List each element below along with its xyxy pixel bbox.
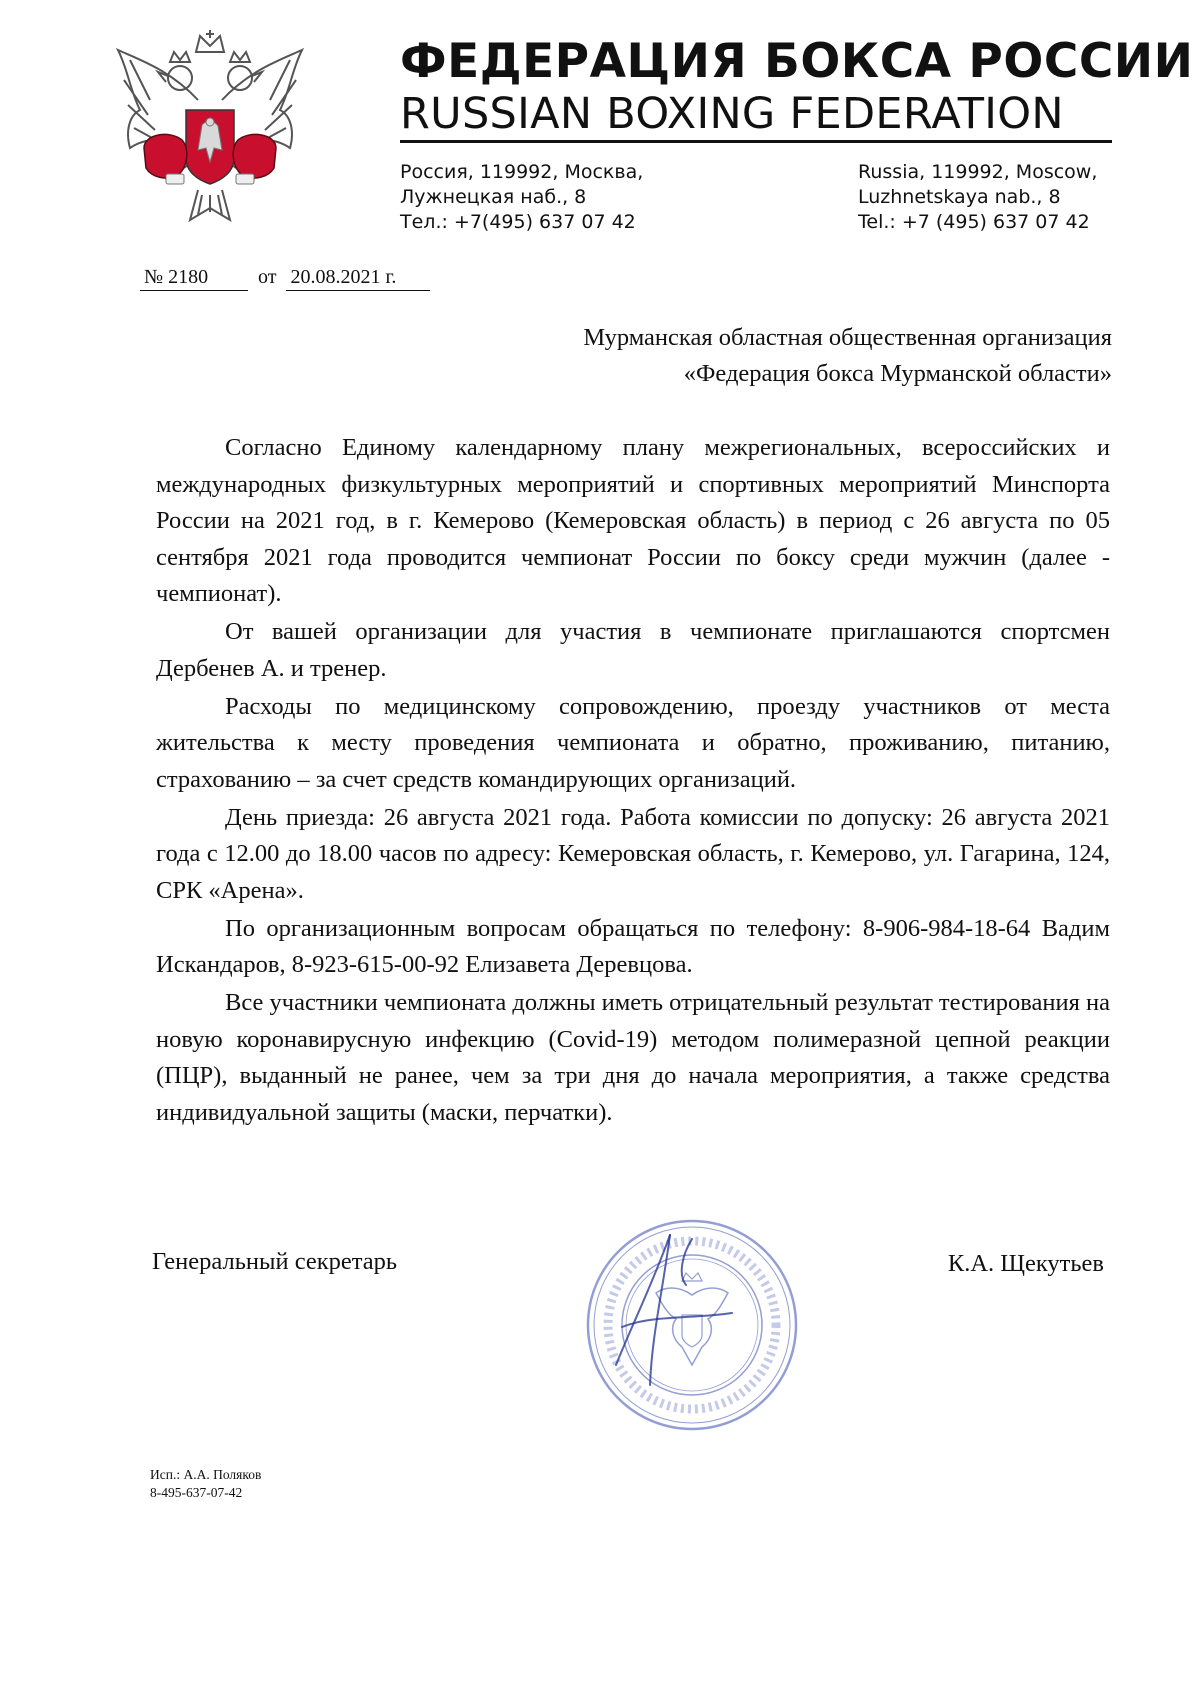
reference-number: № 2180 bbox=[140, 264, 248, 291]
signatory-position: Генеральный секретарь bbox=[152, 1248, 398, 1275]
double-headed-eagle-emblem-icon bbox=[110, 30, 310, 235]
body-paragraph: Согласно Единому календарному плану межрегиональных, всероссийских и международных физкультурных мероприятий и спортивных мероприятий Минспорта России на 2021 год, в г. Кемерово (Кемеровская область) в период с 26 августа по 05 сентября 2021 года проводится чемпионат России по боксу среди мужчин (далее - чемпионат). bbox=[156, 434, 1110, 607]
address-ru bbox=[400, 160, 643, 235]
body-paragraph: День приезда: 26 августа 2021 года. Работа комиссии по допуску: 26 августа 2021 года с 12.00 до 18.00 часов по адресу: Кемеровская область, г. Кемерово, ул. Гагарина, 124, СРК «Арена». bbox=[156, 803, 1110, 904]
executor-name: Исп.: А.А. Поляков bbox=[150, 1467, 262, 1482]
letter-body bbox=[156, 430, 1110, 1133]
address-ru-line: Тел.: +7(495) 637 07 42 bbox=[400, 211, 636, 233]
addressee-line: Мурманская областная общественная организация bbox=[583, 324, 1112, 351]
body-paragraph: По организационным вопросам обращаться по телефону: 8-906-984-18-64 Вадим Искандаров, 8-923-615-00-92 Елизавета Деревцова. bbox=[156, 914, 1110, 978]
header-divider bbox=[400, 140, 1112, 143]
org-name-en: RUSSIAN BOXING FEDERATION bbox=[400, 89, 1064, 139]
addressee bbox=[583, 320, 1112, 392]
body-paragraph: От вашей организации для участия в чемпионате приглашаются спортсмен Дербенев А. и тренер. bbox=[156, 618, 1110, 682]
address-en bbox=[858, 160, 1097, 235]
address-en-line: Tel.: +7 (495) 637 07 42 bbox=[858, 211, 1090, 233]
handwritten-signature-icon bbox=[582, 1215, 802, 1435]
address-ru-line: Россия, 119992, Москва, bbox=[400, 161, 644, 183]
executor-info bbox=[150, 1466, 261, 1502]
reference-date: 20.08.2021 г. bbox=[286, 264, 430, 291]
address-en-line: Russia, 119992, Moscow, bbox=[858, 161, 1098, 183]
address-en-line: Luzhnetskaya nab., 8 bbox=[858, 186, 1061, 208]
body-paragraph: Все участники чемпионата должны иметь отрицательный результат тестирования на новую коронавирусную инфекцию (Covid-19) методом полимеразной цепной реакции (ПЦР), выданный не ранее, чем за три дня до начала мероприятия, а также средства индивидуальной защиты (маски, перчатки). bbox=[156, 989, 1111, 1126]
executor-phone: 8-495-637-07-42 bbox=[150, 1485, 243, 1500]
body-paragraph: Расходы по медицинскому сопровождению, проезду участников от места жительства к месту проведения чемпионата и обратно, проживанию, питанию, страхованию – за счет средств командирующих организаций. bbox=[156, 692, 1110, 793]
signatory-name: К.А. Щекутьев bbox=[947, 1250, 1104, 1277]
addressee-line: «Федерация бокса Мурманской области» bbox=[683, 360, 1112, 387]
reference-from-label: от bbox=[258, 266, 277, 288]
reference-line bbox=[140, 264, 430, 291]
org-name-ru: ФЕДЕРАЦИЯ БОКСА РОССИИ bbox=[400, 34, 1194, 89]
address-ru-line: Лужнецкая наб., 8 bbox=[400, 186, 587, 208]
